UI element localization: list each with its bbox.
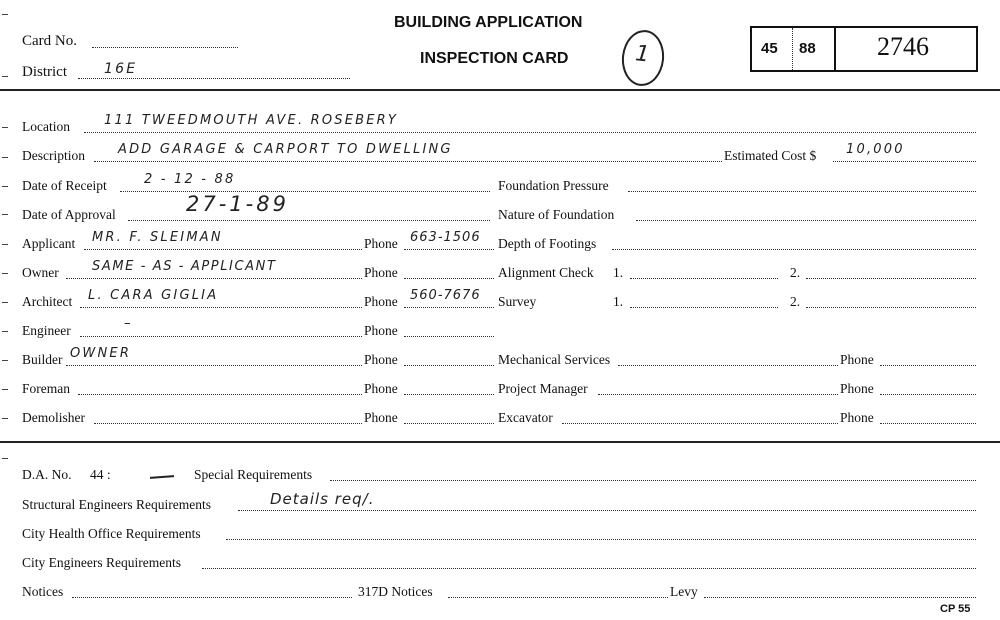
special-requirements-label: Special Requirements [194, 467, 313, 482]
owner-phone-line [404, 278, 494, 279]
margin-tick [2, 273, 8, 274]
foundation-pressure-label: Foundation Pressure [498, 178, 609, 193]
date-of-receipt-value: 2 - 12 - 88 [144, 172, 236, 187]
margin-tick [2, 214, 8, 215]
city-engineers-line [202, 568, 976, 569]
demolisher-label: Demolisher [22, 410, 85, 425]
foundation-pressure-line [628, 191, 976, 192]
margin-tick [2, 418, 8, 419]
margin-tick [2, 389, 8, 390]
foreman-phone-label: Phone [364, 381, 398, 396]
divider [0, 441, 1000, 443]
card-no-label: Card No. [22, 33, 77, 49]
district-value: 16E [104, 61, 138, 77]
alignment-check-line-1 [630, 278, 778, 279]
date-of-receipt-line [120, 191, 490, 192]
box-a: 45 [761, 40, 778, 57]
builder-line [66, 365, 362, 366]
margin-tick [2, 360, 8, 361]
estimated-cost-value: 10,000 [846, 142, 905, 157]
project-manager-phone-line [880, 394, 976, 395]
divider [0, 89, 1000, 91]
builder-label: Builder [22, 352, 63, 367]
da-no-label: D.A. No. [22, 467, 72, 482]
card-number-box [750, 26, 978, 72]
margin-tick [2, 331, 8, 332]
da-no-value: 44 : [90, 467, 111, 482]
district-label: District [22, 64, 67, 80]
structural-value: Details req/. [270, 490, 375, 508]
circled-number [619, 28, 667, 88]
demolisher-phone-label: Phone [364, 410, 398, 425]
applicant-line [84, 249, 362, 250]
levy-label: Levy [670, 584, 698, 599]
architect-value: L. CARA GIGLIA [88, 288, 219, 303]
box-divider [834, 28, 836, 70]
excavator-phone-label: Phone [840, 410, 874, 425]
notices-317d-label: 317D Notices [358, 584, 433, 599]
estimated-cost-label: Estimated Cost $ [724, 148, 817, 163]
margin-tick [2, 76, 8, 77]
builder-phone-line [404, 365, 494, 366]
margin-tick [2, 186, 8, 187]
box-divider [792, 28, 793, 70]
nature-of-foundation-label: Nature of Foundation [498, 207, 615, 222]
demolisher-phone-line [404, 423, 494, 424]
applicant-phone-label: Phone [364, 236, 398, 251]
alignment-check-line-2 [806, 278, 976, 279]
margin-tick [2, 14, 8, 15]
applicant-phone-line [404, 249, 494, 250]
card-number: 2746 [877, 32, 929, 61]
alignment-check-label: Alignment Check [498, 265, 594, 280]
city-health-label: City Health Office Requirements [22, 526, 201, 541]
mechanical-services-line [618, 365, 838, 366]
margin-tick [2, 302, 8, 303]
structural-label: Structural Engineers Requirements [22, 497, 211, 512]
mechanical-services-label: Mechanical Services [498, 352, 611, 367]
date-of-receipt-label: Date of Receipt [22, 178, 107, 193]
architect-line [80, 307, 362, 308]
architect-phone-value: 560-7676 [410, 288, 481, 303]
demolisher-line [94, 423, 362, 424]
excavator-label: Excavator [498, 410, 553, 425]
excavator-line [562, 423, 838, 424]
survey-line-2 [806, 307, 976, 308]
foreman-phone-line [404, 394, 494, 395]
title-line-2: INSPECTION CARD [420, 50, 569, 67]
date-of-approval-label: Date of Approval [22, 207, 116, 222]
estimated-cost-line [833, 161, 976, 162]
levy-line [704, 597, 976, 598]
survey-line-1 [630, 307, 778, 308]
circled-number-value: 1 [634, 41, 653, 68]
applicant-phone-value: 663-1506 [410, 230, 481, 245]
description-label: Description [22, 148, 85, 163]
margin-tick [2, 157, 8, 158]
survey-num-2: 2. [790, 294, 801, 309]
alignment-check-num-2: 2. [790, 265, 801, 280]
survey-label: Survey [498, 294, 537, 309]
applicant-label: Applicant [22, 236, 76, 251]
da-no-dash [150, 475, 174, 479]
mechanical-services-phone-label: Phone [840, 352, 874, 367]
applicant-value: MR. F. SLEIMAN [92, 230, 223, 245]
special-requirements-line [330, 480, 976, 481]
engineer-phone-label: Phone [364, 323, 398, 338]
foreman-line [78, 394, 362, 395]
project-manager-phone-label: Phone [840, 381, 874, 396]
structural-line [238, 510, 976, 511]
title-line-1: BUILDING APPLICATION [394, 14, 583, 31]
date-of-approval-line [128, 220, 490, 221]
alignment-check-num-1: 1. [613, 265, 624, 280]
architect-phone-line [404, 307, 494, 308]
notices-line [72, 597, 352, 598]
excavator-phone-line [880, 423, 976, 424]
architect-phone-label: Phone [364, 294, 398, 309]
survey-num-1: 1. [613, 294, 624, 309]
margin-tick [2, 127, 8, 128]
margin-tick [2, 458, 8, 459]
owner-line [66, 278, 362, 279]
depth-of-footings-label: Depth of Footings [498, 236, 597, 251]
card-no-line [92, 47, 238, 48]
city-engineers-label: City Engineers Requirements [22, 555, 181, 570]
architect-label: Architect [22, 294, 73, 309]
nature-of-foundation-line [636, 220, 976, 221]
owner-label: Owner [22, 265, 59, 280]
location-line [84, 132, 976, 133]
margin-tick [2, 244, 8, 245]
location-label: Location [22, 119, 70, 134]
engineer-phone-line [404, 336, 494, 337]
location-value: 111 TWEEDMOUTH AVE. ROSEBERY [104, 113, 399, 128]
date-of-approval-value: 27-1-89 [186, 192, 289, 216]
project-manager-label: Project Manager [498, 381, 588, 396]
description-value: ADD GARAGE & CARPORT TO DWELLING [118, 142, 453, 157]
builder-phone-label: Phone [364, 352, 398, 367]
engineer-line [80, 336, 362, 337]
box-b: 88 [799, 40, 816, 57]
owner-phone-label: Phone [364, 265, 398, 280]
mechanical-services-phone-line [880, 365, 976, 366]
description-line [94, 161, 722, 162]
owner-value: SAME - AS - APPLICANT [92, 259, 277, 274]
builder-value: OWNER [70, 346, 132, 361]
engineer-value: – [124, 316, 133, 331]
engineer-label: Engineer [22, 323, 71, 338]
form-code: CP 55 [940, 603, 971, 615]
project-manager-line [598, 394, 838, 395]
city-health-line [226, 539, 976, 540]
district-line [78, 78, 350, 79]
depth-of-footings-line [612, 249, 976, 250]
notices-label: Notices [22, 584, 64, 599]
notices-317d-line [448, 597, 668, 598]
foreman-label: Foreman [22, 381, 70, 396]
